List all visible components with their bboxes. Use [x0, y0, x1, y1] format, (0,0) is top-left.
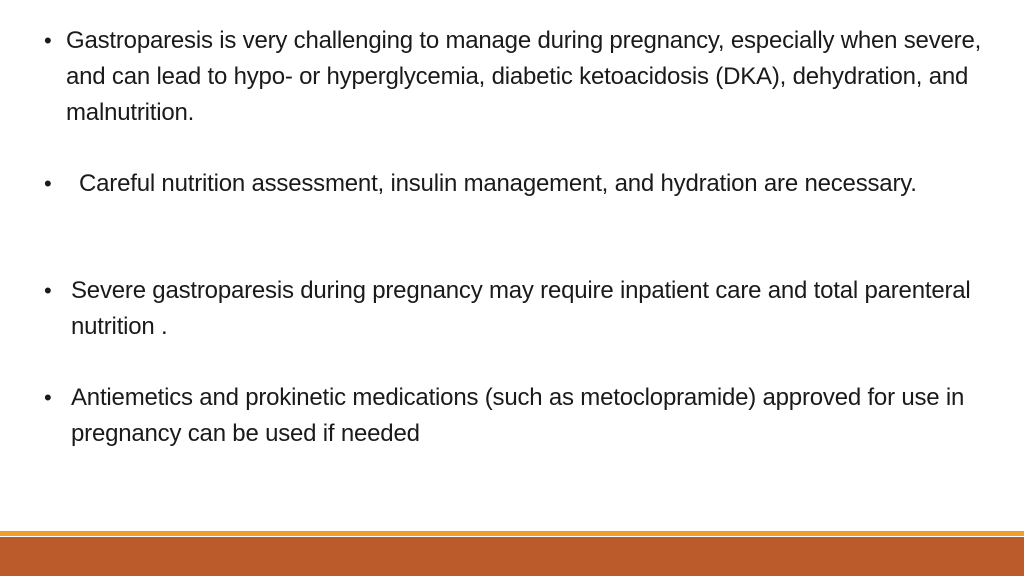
bullet-text: Antiemetics and prokinetic medications (such as metoclopramide) approved for use in pregnancy can be used if needed [71, 384, 965, 447]
bullet-text: Severe gastroparesis during pregnancy may require inpatient care and total parenteral nutrition . [71, 277, 971, 340]
bullet-marker: • [44, 28, 52, 53]
bullet-marker: • [44, 385, 52, 410]
bullet-text: Careful nutrition assessment, insulin management, and hydration are necessary. [79, 170, 917, 197]
footer-band [0, 537, 1024, 576]
bullet-marker: • [44, 171, 52, 196]
bullet-marker: • [44, 278, 52, 303]
footer-accent-line [0, 531, 1024, 536]
bullet-text: Gastroparesis is very challenging to manage during pregnancy, especially when severe, and can lead to hypo- or hyperglycemia, diabetic ketoacidosis (DKA), dehydration, and malnutrition. [66, 27, 982, 126]
